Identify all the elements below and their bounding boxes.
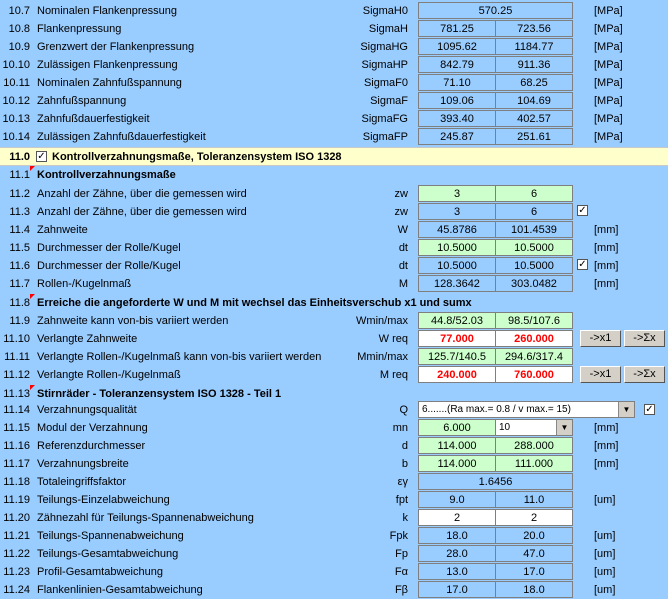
value-gear2: 723.56 xyxy=(495,20,573,37)
row-11-10 xyxy=(0,330,668,348)
chevron-down-icon[interactable]: ▼ xyxy=(618,402,634,417)
row-10-7 xyxy=(0,2,668,20)
row-10-10 xyxy=(0,56,668,74)
row-symbol: SigmaH xyxy=(368,23,408,35)
value-gear1: 71.10 xyxy=(418,74,496,91)
row-number: 11.12 xyxy=(3,369,30,381)
row-11-20 xyxy=(0,509,668,527)
value-gear1: 44.8/52.03 xyxy=(418,312,496,329)
row-label: Zahnweite kann von-bis variiert werden xyxy=(37,315,229,327)
value-gear1: 3 xyxy=(418,203,496,220)
value-gear2: 251.61 xyxy=(495,128,573,145)
value-gear2: 98.5/107.6 xyxy=(495,312,573,329)
input-gear2[interactable]: 2 xyxy=(495,509,573,526)
row-number: 11.6 xyxy=(9,260,30,272)
row-symbol: k xyxy=(402,512,408,524)
row-number: 11.4 xyxy=(9,224,30,236)
value-gear1: 125.7/140.5 xyxy=(418,348,496,365)
value-gear1: 13.0 xyxy=(418,563,496,580)
input-gear2[interactable]: 260.000 xyxy=(495,330,573,347)
row-number: 11.20 xyxy=(3,512,30,524)
value-gear2: 294.6/317.4 xyxy=(495,348,573,365)
row-number: 11.8 xyxy=(9,297,30,309)
check-icon[interactable]: ✓ xyxy=(37,151,46,162)
row-number: 11.7 xyxy=(9,278,30,290)
row-label: Zahnweite xyxy=(37,224,88,236)
value-gear1: 128.3642 xyxy=(418,275,496,292)
value-gear2: 10.5000 xyxy=(495,257,573,274)
unit: [um] xyxy=(594,566,616,578)
value-gear2: 11.0 xyxy=(495,491,573,508)
row-label: Nominalen Zahnfußspannung xyxy=(37,77,182,89)
row-11-24 xyxy=(0,581,668,599)
unit: [mm] xyxy=(594,260,619,272)
row-symbol: mn xyxy=(392,422,408,434)
input-gear1[interactable]: 77.000 xyxy=(418,330,496,347)
subheader-title: Erreiche die angeforderte W und M mit wechsel das Einheitsverschub x1 und sumx xyxy=(37,297,472,309)
row-symbol: SigmaF0 xyxy=(363,77,408,89)
subheader-title: Stirnräder - Toleranzensystem ISO 1328 - Teil 1 xyxy=(37,388,282,400)
row-symbol: fpt xyxy=(395,494,408,506)
unit: [mm] xyxy=(594,440,619,452)
value-gear2: 911.36 xyxy=(495,56,573,73)
unit: [um] xyxy=(594,548,616,560)
row-10-9 xyxy=(0,38,668,56)
value-gear2: 1184.77 xyxy=(495,38,573,55)
value-gear1: 18.0 xyxy=(418,527,496,544)
unit: [um] xyxy=(594,584,616,596)
row-label: Teilungs-Spannenabweichung xyxy=(37,530,184,542)
row-11-7 xyxy=(0,275,668,293)
row-11-17 xyxy=(0,455,668,473)
row-number: 10.14 xyxy=(2,131,30,143)
value-gear2: 104.69 xyxy=(495,92,573,109)
dropdown-value: 6.......(Ra max.= 0.8 / v max.= 15) xyxy=(422,404,571,415)
row-label: Verzahnungsqualität xyxy=(37,404,137,416)
row-label: Flankenpressung xyxy=(37,23,122,35)
value-gear1: 842.79 xyxy=(418,56,496,73)
row-label: Nominalen Flankenpressung xyxy=(37,5,178,17)
row-number: 10.11 xyxy=(3,77,30,89)
unit: [mm] xyxy=(594,242,619,254)
row-11-19 xyxy=(0,491,668,509)
unit: [mm] xyxy=(594,224,619,236)
section-header-11 xyxy=(0,147,668,166)
row-number: 11.21 xyxy=(3,530,30,542)
input-gear1[interactable]: 10.5000 xyxy=(418,239,496,256)
section-title: Kontrollverzahnungsmaße, Toleranzensystem ISO 1328 xyxy=(52,151,342,163)
module-dropdown[interactable] xyxy=(495,419,573,436)
row-symbol: dt xyxy=(398,260,408,272)
unit: [MPa] xyxy=(594,77,623,89)
row-number: 10.13 xyxy=(2,113,30,125)
row-symbol: SigmaF xyxy=(370,95,408,107)
row-symbol: Fpk xyxy=(389,530,408,542)
row-number: 11.17 xyxy=(3,458,30,470)
section-number: 11.0 xyxy=(9,151,30,163)
quality-dropdown[interactable] xyxy=(418,401,635,418)
unit: [MPa] xyxy=(594,95,623,107)
unit: [MPa] xyxy=(594,131,623,143)
row-label: Totaleingriffsfaktor xyxy=(37,476,127,488)
row-number: 11.1 xyxy=(9,169,30,181)
row-symbol: Fβ xyxy=(394,584,408,596)
input-gear2[interactable]: 288.000 xyxy=(495,437,573,454)
row-label: Flankenlinien-Gesamtabweichung xyxy=(37,584,203,596)
value-gear1: 781.25 xyxy=(418,20,496,37)
chevron-down-icon[interactable]: ▼ xyxy=(556,420,572,435)
check-icon[interactable]: ✓ xyxy=(578,259,587,270)
input-gear1[interactable]: 114.000 xyxy=(418,437,496,454)
value-gear2: 101.4539 xyxy=(495,221,573,238)
row-symbol: dt xyxy=(398,242,408,254)
check-icon[interactable]: ✓ xyxy=(578,205,587,216)
row-number: 11.15 xyxy=(3,422,30,434)
row-symbol: Q xyxy=(399,404,408,416)
set-x1-button[interactable]: ->x1 xyxy=(580,366,621,383)
row-11-14 xyxy=(0,401,668,419)
row-label: Zahnfußdauerfestigkeit xyxy=(37,113,150,125)
value-gear1: 109.06 xyxy=(418,92,496,109)
row-10-14 xyxy=(0,128,668,146)
input-gear1[interactable]: 3 xyxy=(418,185,496,202)
row-number: 11.5 xyxy=(9,242,30,254)
row-label: Verzahnungsbreite xyxy=(37,458,129,470)
row-label: Durchmesser der Rolle/Kugel xyxy=(37,260,181,272)
row-label: Teilungs-Gesamtabweichung xyxy=(37,548,179,560)
row-number: 11.22 xyxy=(3,548,30,560)
row-11-21 xyxy=(0,527,668,545)
row-number: 10.10 xyxy=(2,59,30,71)
value-gear1: 245.87 xyxy=(418,128,496,145)
comment-marker-icon xyxy=(30,294,35,299)
row-label: Verlangte Rollen-/Kugelnmaß xyxy=(37,369,181,381)
input-gear2[interactable]: 760.000 xyxy=(495,366,573,383)
row-number: 10.12 xyxy=(2,95,30,107)
row-symbol: Fα xyxy=(394,566,408,578)
unit: [MPa] xyxy=(594,5,623,17)
row-symbol: Wmin/max xyxy=(356,315,408,327)
unit: [MPa] xyxy=(594,59,623,71)
row-10-12 xyxy=(0,92,668,110)
row-11-2 xyxy=(0,185,668,203)
value-gear1: 28.0 xyxy=(418,545,496,562)
row-label: Profil-Gesamtabweichung xyxy=(37,566,163,578)
input-gear2[interactable]: 10.5000 xyxy=(495,239,573,256)
row-11-18 xyxy=(0,473,668,491)
row-number: 11.11 xyxy=(4,351,30,363)
row-11-9 xyxy=(0,312,668,330)
dropdown-value: 10 xyxy=(499,422,511,433)
row-number: 11.3 xyxy=(9,206,30,218)
row-label: Referenzdurchmesser xyxy=(37,440,146,452)
value-merged: 1.6456 xyxy=(418,473,573,490)
row-11-5 xyxy=(0,239,668,257)
row-number: 11.18 xyxy=(3,476,30,488)
subheader-11-8 xyxy=(0,294,668,312)
row-label: Zähnezahl für Teilungs-Spannenabweichung xyxy=(37,512,254,524)
unit: [MPa] xyxy=(594,113,623,125)
row-10-13 xyxy=(0,110,668,128)
input-gear2[interactable]: 111.000 xyxy=(495,455,573,472)
value-gear2: 47.0 xyxy=(495,545,573,562)
row-label: Zulässigen Zahnfußdauerfestigkeit xyxy=(37,131,206,143)
row-symbol: SigmaHP xyxy=(361,59,408,71)
row-11-3 xyxy=(0,203,668,221)
unit: [MPa] xyxy=(594,41,623,53)
row-label: Anzahl der Zähne, über die gemessen wird xyxy=(37,206,247,218)
unit: [um] xyxy=(594,494,616,506)
row-11-23 xyxy=(0,563,668,581)
row-label: Rollen-/Kugelnmaß xyxy=(37,278,132,290)
row-number: 11.10 xyxy=(3,333,30,345)
row-number: 11.13 xyxy=(3,388,30,400)
row-label: Verlangte Rollen-/Kugelnmaß kann von-bis variiert werden xyxy=(37,351,322,363)
row-11-15 xyxy=(0,419,668,437)
row-number: 10.9 xyxy=(8,41,30,53)
row-number: 10.8 xyxy=(8,23,30,35)
row-symbol: W req xyxy=(378,333,408,345)
row-symbol: Fp xyxy=(395,548,408,560)
row-number: 11.24 xyxy=(3,584,30,596)
row-number: 11.19 xyxy=(3,494,30,506)
row-number: 11.9 xyxy=(9,315,30,327)
value-gear1: 45.8786 xyxy=(418,221,496,238)
value-gear2: 18.0 xyxy=(495,581,573,598)
comment-marker-icon xyxy=(30,385,35,390)
row-11-22 xyxy=(0,545,668,563)
value-gear1: 1095.62 xyxy=(418,38,496,55)
value-gear1: 393.40 xyxy=(418,110,496,127)
row-symbol: SigmaH0 xyxy=(362,5,408,17)
row-11-6 xyxy=(0,257,668,275)
row-number: 11.2 xyxy=(9,188,30,200)
row-label: Anzahl der Zähne, über die gemessen wird xyxy=(37,188,247,200)
row-11-11 xyxy=(0,348,668,366)
row-label: Zahnfußspannung xyxy=(37,95,127,107)
unit: [mm] xyxy=(594,422,619,434)
row-symbol: SigmaFG xyxy=(361,113,408,125)
input-gear1[interactable]: 114.000 xyxy=(418,455,496,472)
row-symbol: zw xyxy=(394,206,408,218)
row-symbol: b xyxy=(401,458,408,470)
value-gear2: 303.0482 xyxy=(495,275,573,292)
value-gear2: 20.0 xyxy=(495,527,573,544)
row-label: Grenzwert der Flankenpressung xyxy=(37,41,195,53)
row-10-11 xyxy=(0,74,668,92)
row-symbol: Mmin/max xyxy=(357,351,408,363)
row-number: 11.23 xyxy=(3,566,30,578)
input-gear1[interactable]: 2 xyxy=(418,509,496,526)
row-number: 11.14 xyxy=(3,404,30,416)
row-label: Zulässigen Flankenpressung xyxy=(37,59,178,71)
unit: [mm] xyxy=(594,278,619,290)
row-label: Durchmesser der Rolle/Kugel xyxy=(37,242,181,254)
value-gear1: 17.0 xyxy=(418,581,496,598)
row-number: 11.16 xyxy=(3,440,30,452)
row-symbol: M req xyxy=(379,369,408,381)
row-symbol: W xyxy=(397,224,408,236)
value-gear2: 6 xyxy=(495,203,573,220)
row-symbol: εγ xyxy=(397,476,408,488)
subheader-title: Kontrollverzahnungsmaße xyxy=(37,169,176,181)
set-x1-button[interactable]: ->x1 xyxy=(580,330,621,347)
row-label: Teilungs-Einzelabweichung xyxy=(37,494,170,506)
value-merged: 570.25 xyxy=(418,2,573,19)
value-gear2: 68.25 xyxy=(495,74,573,91)
row-symbol: d xyxy=(401,440,408,452)
value-gear1: 9.0 xyxy=(418,491,496,508)
row-symbol: M xyxy=(398,278,408,290)
unit: [MPa] xyxy=(594,23,623,35)
set-sumx-button[interactable]: ->Σx xyxy=(624,330,665,347)
comment-marker-icon xyxy=(30,166,35,171)
input-gear1[interactable]: 6.000 xyxy=(418,419,496,436)
value-gear2: 402.57 xyxy=(495,110,573,127)
input-gear2[interactable]: 6 xyxy=(495,185,573,202)
row-number: 10.7 xyxy=(8,5,30,17)
row-symbol: zw xyxy=(394,188,408,200)
row-symbol: SigmaFP xyxy=(362,131,408,143)
value-gear2: 17.0 xyxy=(495,563,573,580)
unit: [um] xyxy=(594,530,616,542)
set-sumx-button[interactable]: ->Σx xyxy=(624,366,665,383)
value-gear1: 10.5000 xyxy=(418,257,496,274)
unit: [mm] xyxy=(594,458,619,470)
input-gear1[interactable]: 240.000 xyxy=(418,366,496,383)
row-label: Verlangte Zahnweite xyxy=(37,333,138,345)
row-11-12 xyxy=(0,366,668,384)
row-11-16 xyxy=(0,437,668,455)
subheader-11-1 xyxy=(0,166,668,184)
check-icon[interactable]: ✓ xyxy=(645,404,654,415)
row-symbol: SigmaHG xyxy=(360,41,408,53)
row-11-4 xyxy=(0,221,668,239)
row-10-8 xyxy=(0,20,668,38)
row-label: Modul der Verzahnung xyxy=(37,422,148,434)
